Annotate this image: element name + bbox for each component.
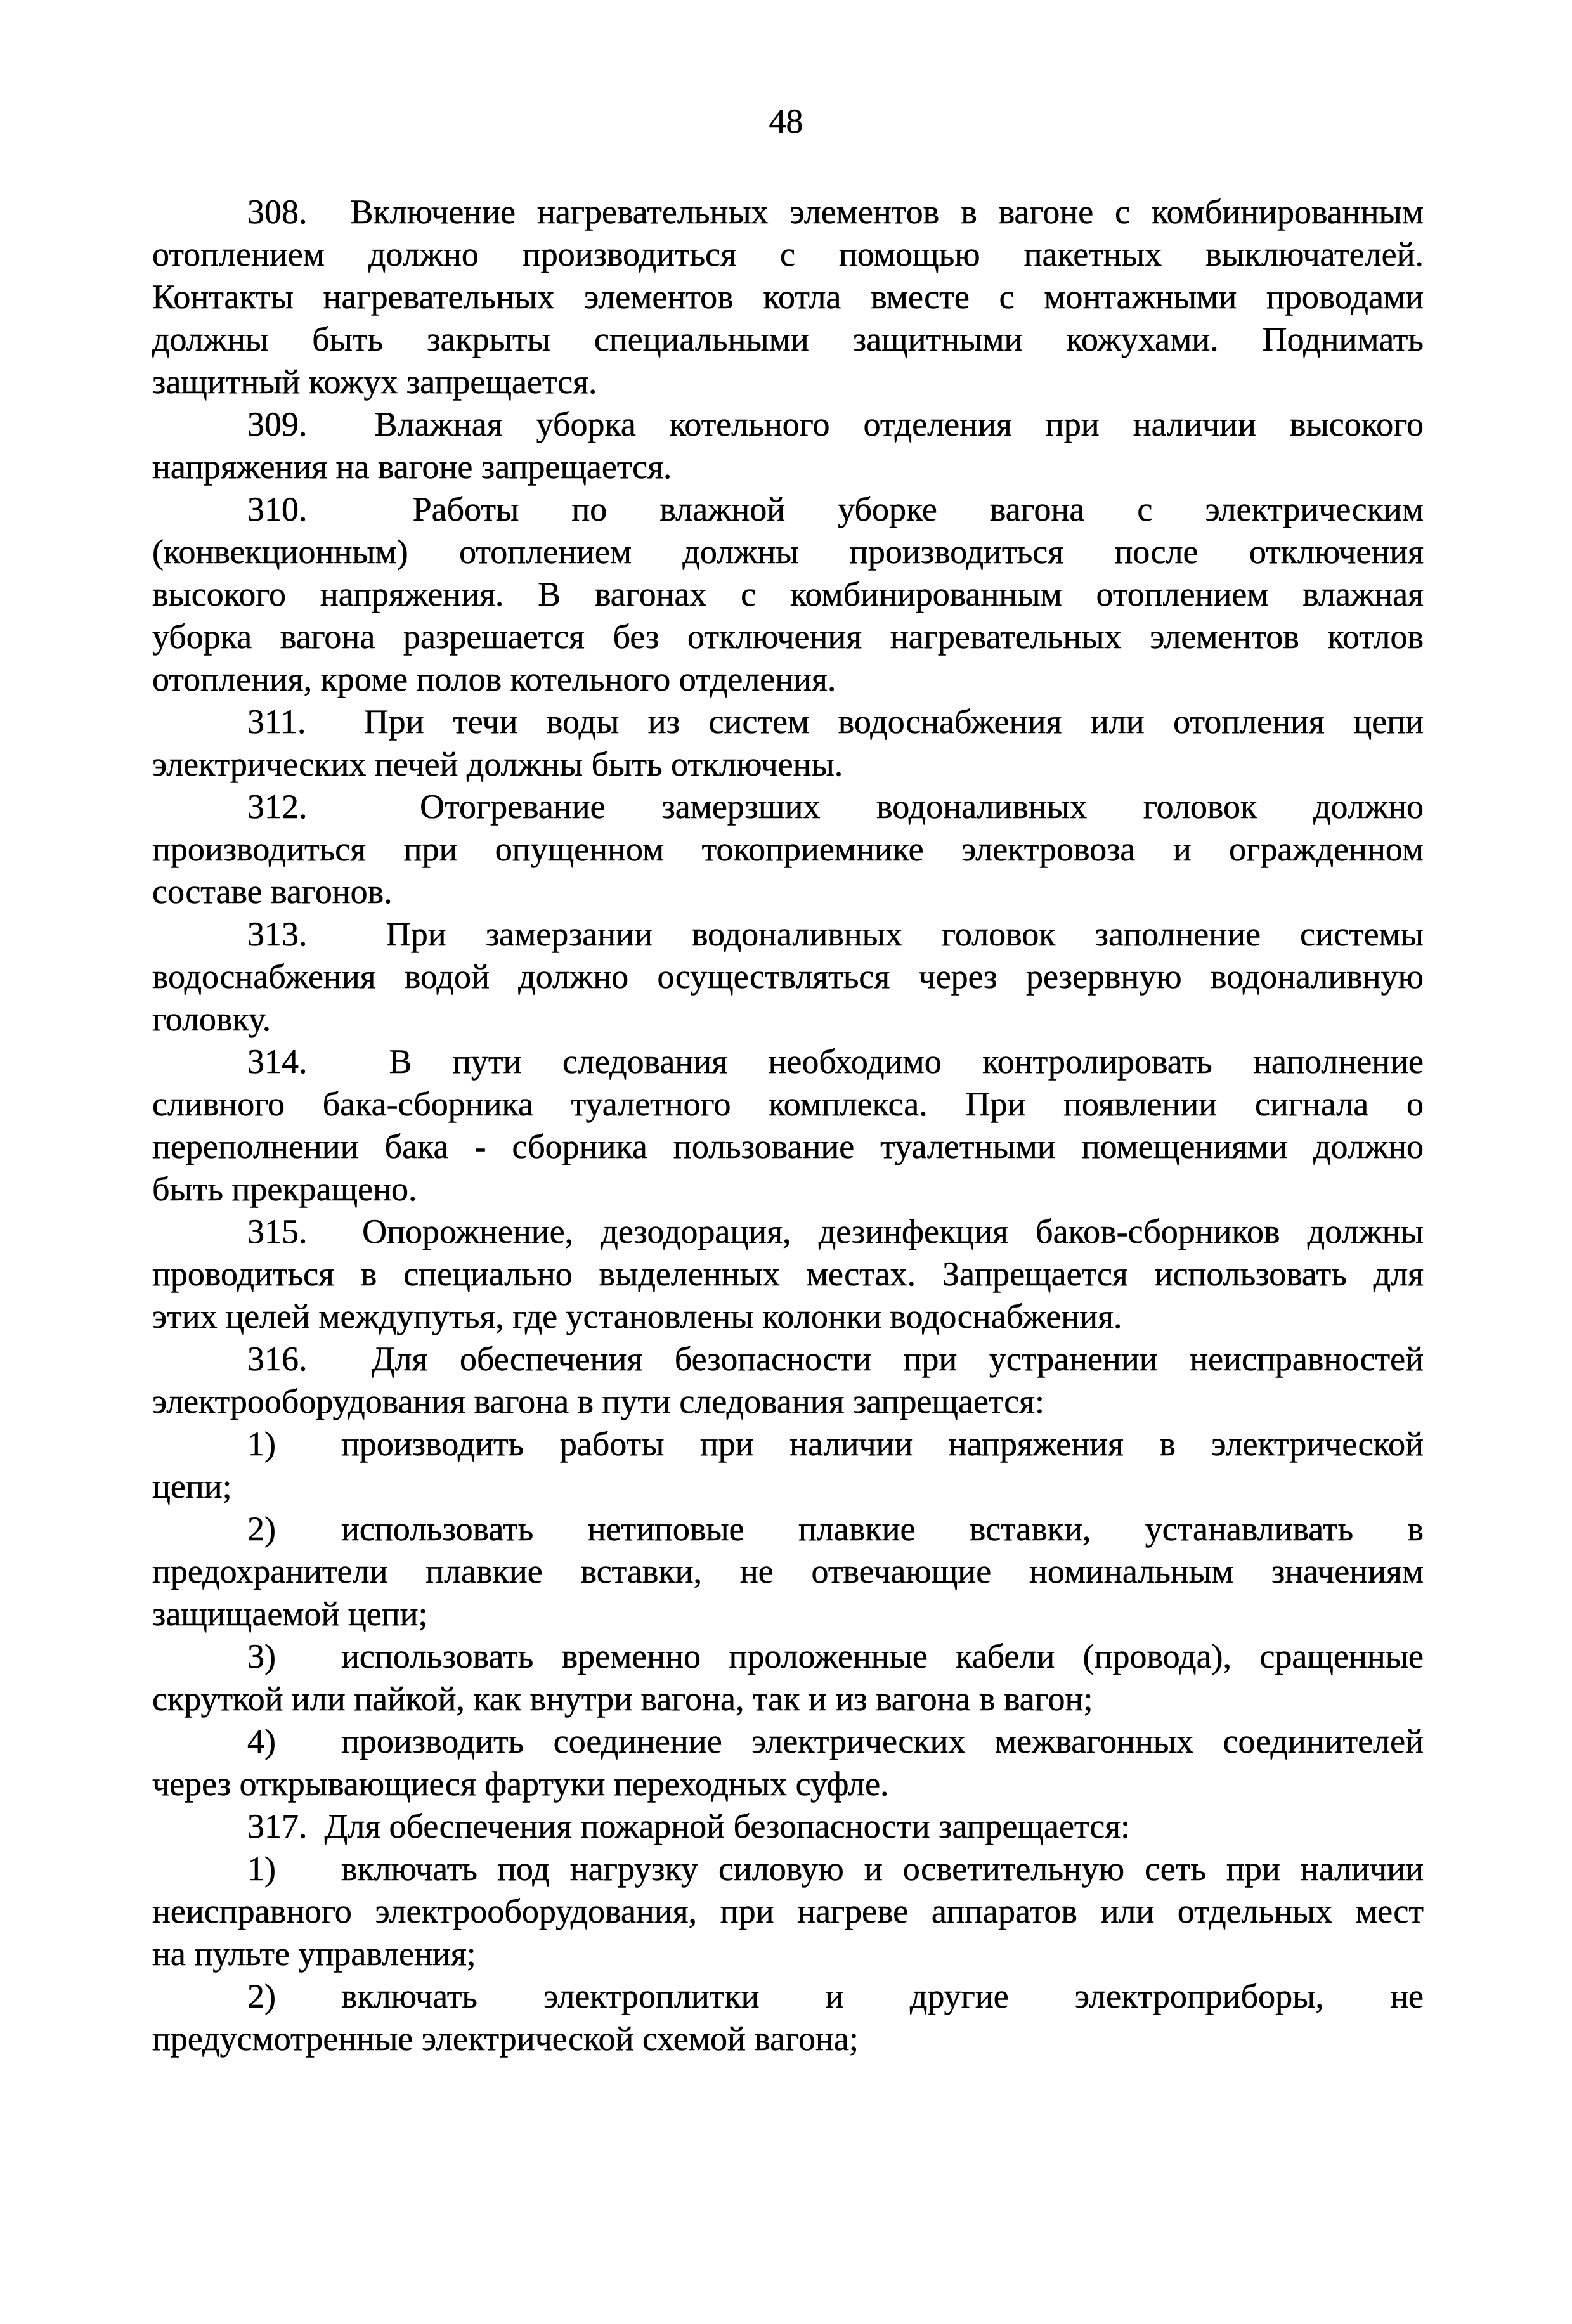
paragraph-316-item-2 [152, 1508, 1424, 1635]
text-line: 315. Опорожнение, дезодорация, дезинфекция баков-сборников должны [247, 1212, 1424, 1250]
paragraph-310 [152, 488, 1424, 701]
text-line: сливного бака-сборника туалетного комплекса. При появлении сигнала о [152, 1085, 1424, 1123]
text-line: неисправного электрооборудования, при нагреве аппаратов или отдельных мест [152, 1892, 1424, 1930]
text-line: водоснабжения водой должно осуществляться через резервную водоналивную [152, 958, 1424, 996]
text-line: цепи; [152, 1467, 232, 1505]
text-line: 1) включать под нагрузку силовую и осветительную сеть при наличии [152, 1848, 1424, 1890]
text-line: проводиться в специально выделенных местах. Запрещается использовать для [152, 1255, 1424, 1293]
text-line: отопления, кроме полов котельного отделения. [152, 660, 836, 698]
paragraph-316-item-3 [152, 1635, 1424, 1720]
text-line: скруткой или пайкой, как внутри вагона, так и из вагона в вагон; [152, 1680, 1093, 1718]
text-line: электрических печей должны быть отключены. [152, 745, 843, 783]
text-line: 314. В пути следования необходимо контролировать наполнение [247, 1042, 1424, 1081]
text-line: этих целей междупутья, где установлены колонки водоснабжения. [152, 1297, 1122, 1335]
text-line: быть прекращено. [152, 1170, 417, 1208]
text-line: производиться при опущенном токоприемнике электровоза и огражденном [152, 830, 1424, 868]
text-line: должны быть закрыты специальными защитными кожухами. Поднимать [152, 320, 1424, 358]
text-line: через открывающиеся фартуки переходных суфле. [152, 1765, 889, 1803]
paragraph-312 [152, 786, 1424, 913]
text-line: Контакты нагревательных элементов котла вместе с монтажными проводами [152, 278, 1424, 316]
text-line: предусмотренные электрической схемой вагона; [152, 2020, 859, 2058]
paragraph-317-item-1 [152, 1848, 1424, 1975]
item-marker: 4) [247, 1722, 276, 1760]
paragraph-317 [152, 1805, 1424, 1848]
document-page [0, 100, 1572, 2324]
paragraph-313 [152, 913, 1424, 1041]
page-number: 48 [769, 102, 803, 140]
item-marker: 1) [247, 1850, 276, 1888]
text-line: высокого напряжения. В вагонах с комбинированным отоплением влажная [152, 575, 1424, 613]
text-line: электрооборудования вагона в пути следования запрещается: [152, 1382, 1045, 1420]
text-line: 1) производить работы при наличии напряжения в электрической [152, 1423, 1424, 1465]
text-line: предохранители плавкие вставки, не отвечающие номинальным значениям [152, 1552, 1424, 1590]
text-line: головку. [152, 1000, 271, 1038]
text-line: 308. Включение нагревательных элементов в вагоне с комбинированным [247, 193, 1424, 231]
item-marker: 2) [247, 1977, 276, 2015]
text-line: 316. Для обеспечения безопасности при устранении неисправностей [247, 1340, 1424, 1378]
item-marker: 1) [247, 1425, 276, 1463]
text-line: напряжения на вагоне запрещается. [152, 448, 672, 486]
text-line: отоплением должно производиться с помощью пакетных выключателей. [152, 235, 1424, 273]
paragraph-311 [152, 701, 1424, 786]
paragraph-317-item-2 [152, 1975, 1424, 2060]
text-line: переполнении бака - сборника пользование туалетными помещениями должно [152, 1127, 1424, 1165]
paragraph-308 [152, 191, 1424, 403]
text-line: защищаемой цепи; [152, 1595, 428, 1633]
text-line: (конвекционным) отоплением должны производиться после отключения [152, 533, 1424, 571]
item-marker: 2) [247, 1510, 276, 1548]
text-line: составе вагонов. [152, 873, 393, 911]
paragraph-316-item-4 [152, 1720, 1424, 1805]
text-line: уборка вагона разрешается без отключения нагревательных элементов котлов [152, 618, 1424, 656]
paragraph-316-item-1 [152, 1423, 1424, 1508]
text-line: на пульте управления; [152, 1935, 476, 1973]
text-line: 4) производить соединение электрических межвагонных соединителей [152, 1720, 1424, 1763]
text-line: 312. Отогревание замерзших водоналивных головок должно [247, 788, 1424, 826]
text-line: 313. При замерзании водоналивных головок заполнение системы [247, 915, 1424, 953]
text-line: 317. Для обеспечения пожарной безопасности запрещается: [247, 1807, 1131, 1845]
text-line: 311. При течи воды из систем водоснабжения или отопления цепи [247, 703, 1424, 741]
paragraph-309 [152, 403, 1424, 488]
text-line: 309. Влажная уборка котельного отделения при наличии высокого [247, 405, 1424, 443]
text-line: 2) использовать нетиповые плавкие вставки, устанавливать в [152, 1508, 1424, 1550]
text-line: 3) использовать временно проложенные кабели (провода), сращенные [152, 1635, 1424, 1678]
item-marker: 3) [247, 1637, 276, 1675]
document-body [152, 191, 1424, 2060]
text-line: 310. Работы по влажной уборке вагона с электрическим [247, 490, 1424, 528]
text-line: защитный кожух запрещается. [152, 363, 597, 401]
paragraph-314 [152, 1041, 1424, 1211]
text-line: 2) включать электроплитки и другие электроприборы, не [152, 1975, 1424, 2018]
paragraph-315 [152, 1211, 1424, 1338]
paragraph-316 [152, 1338, 1424, 1423]
